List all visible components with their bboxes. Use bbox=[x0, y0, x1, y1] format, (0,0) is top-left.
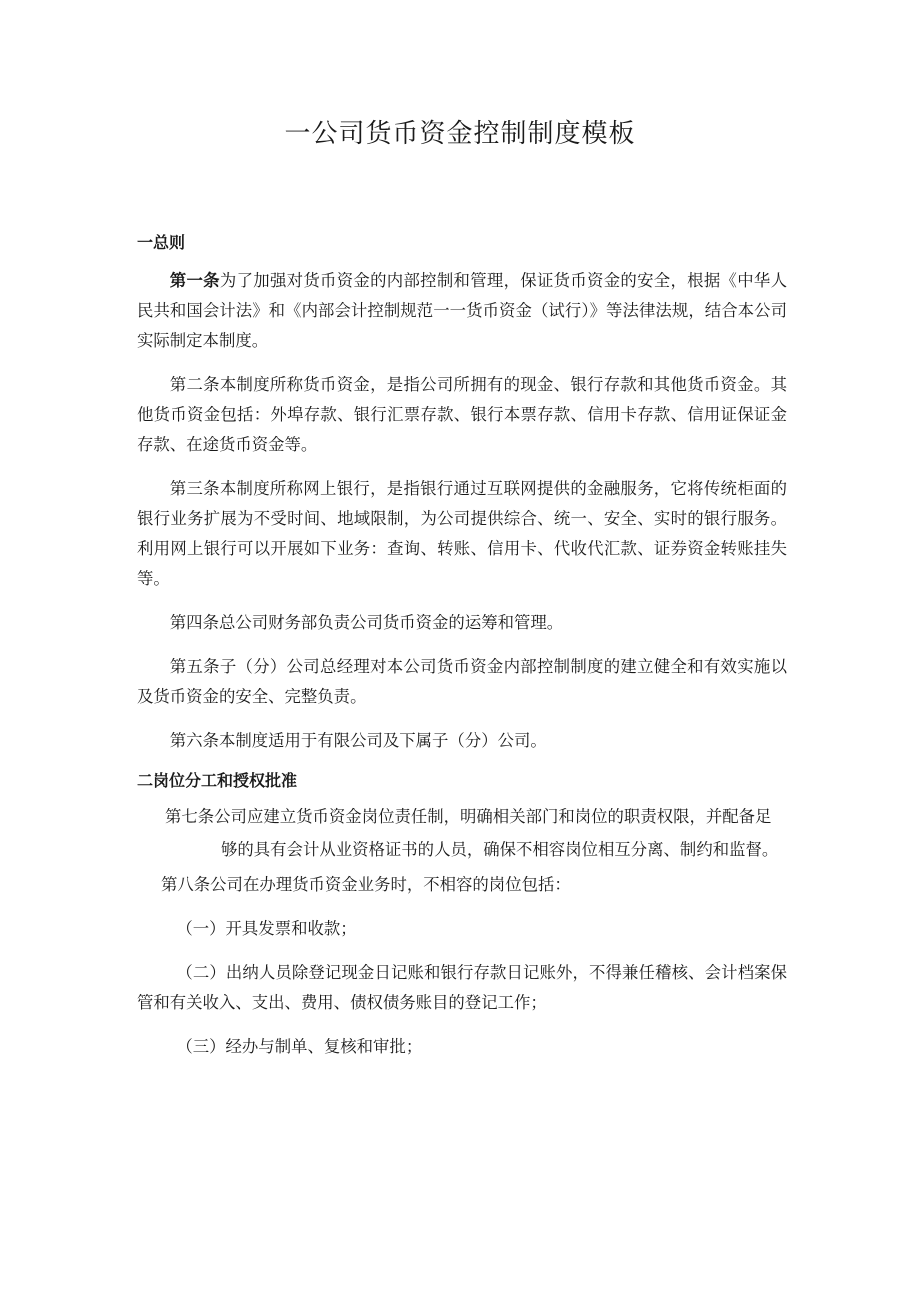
item-1: （一）开具发票和收款； bbox=[176, 919, 357, 938]
article-1-label: 第一条 bbox=[169, 271, 220, 290]
document-title: 一公司货币资金控制制度模板 bbox=[284, 119, 636, 149]
article-2: 第二条本制度所称货币资金，是指公司所拥有的现金、银行存款和其他货币资金。其他货币资金包括：外埠存款、银行汇票存款、银行本票存款、信用卡存款、信用证保证金存款、在途货币资金等。 bbox=[137, 375, 787, 454]
section-heading-duties: 二岗位分工和授权批准 bbox=[137, 771, 298, 790]
article-1 bbox=[137, 266, 787, 356]
item-3: （三）经办与制单、复核和审批； bbox=[176, 1037, 423, 1056]
section-heading-general: 一总则 bbox=[137, 233, 186, 252]
article-4: 第四条总公司财务部负责公司货币资金的运筹和管理。 bbox=[169, 613, 564, 632]
article-7: 第七条公司应建立货币资金岗位责任制，明确相关部门和岗位的职责权限，并配备足够的具有会计从业资格证书的人员，确保不相容岗位相互分离、制约和监督。 bbox=[165, 807, 779, 859]
article-6: 第六条本制度适用于有限公司及下属子（分）公司。 bbox=[169, 731, 547, 750]
article-8: 第八条公司在办理货币资金业务时，不相容的岗位包括： bbox=[161, 875, 571, 894]
item-2: （二）出纳人员除登记现金日记账和银行存款日记账外，不得兼任稽核、会计档案保管和有关收入、支出、费用、债权债务账目的登记工作； bbox=[137, 963, 787, 1012]
article-3: 第三条本制度所称网上银行，是指银行通过互联网提供的金融服务，它将传统柜面的银行业务扩展为不受时间、地域限制，为公司提供综合、统一、安全、实时的银行服务。利用网上银行可以开展如下业务：查询、转账、信用卡、代收代汇款、证券资金转账挂失等。 bbox=[137, 479, 787, 588]
document-body bbox=[137, 228, 787, 1062]
article-1-text: 为了加强对货币资金的内部控制和管理，保证货币资金的安全，根据《中华人民共和国会计法》和《内部会计控制规范一一货币资金（试行）》等法律法规，结合本公司实际制定本制度。 bbox=[137, 271, 788, 350]
article-5: 第五条子（分）公司总经理对本公司货币资金内部控制制度的建立健全和有效实施以及货币资金的安全、完整负责。 bbox=[137, 657, 787, 706]
